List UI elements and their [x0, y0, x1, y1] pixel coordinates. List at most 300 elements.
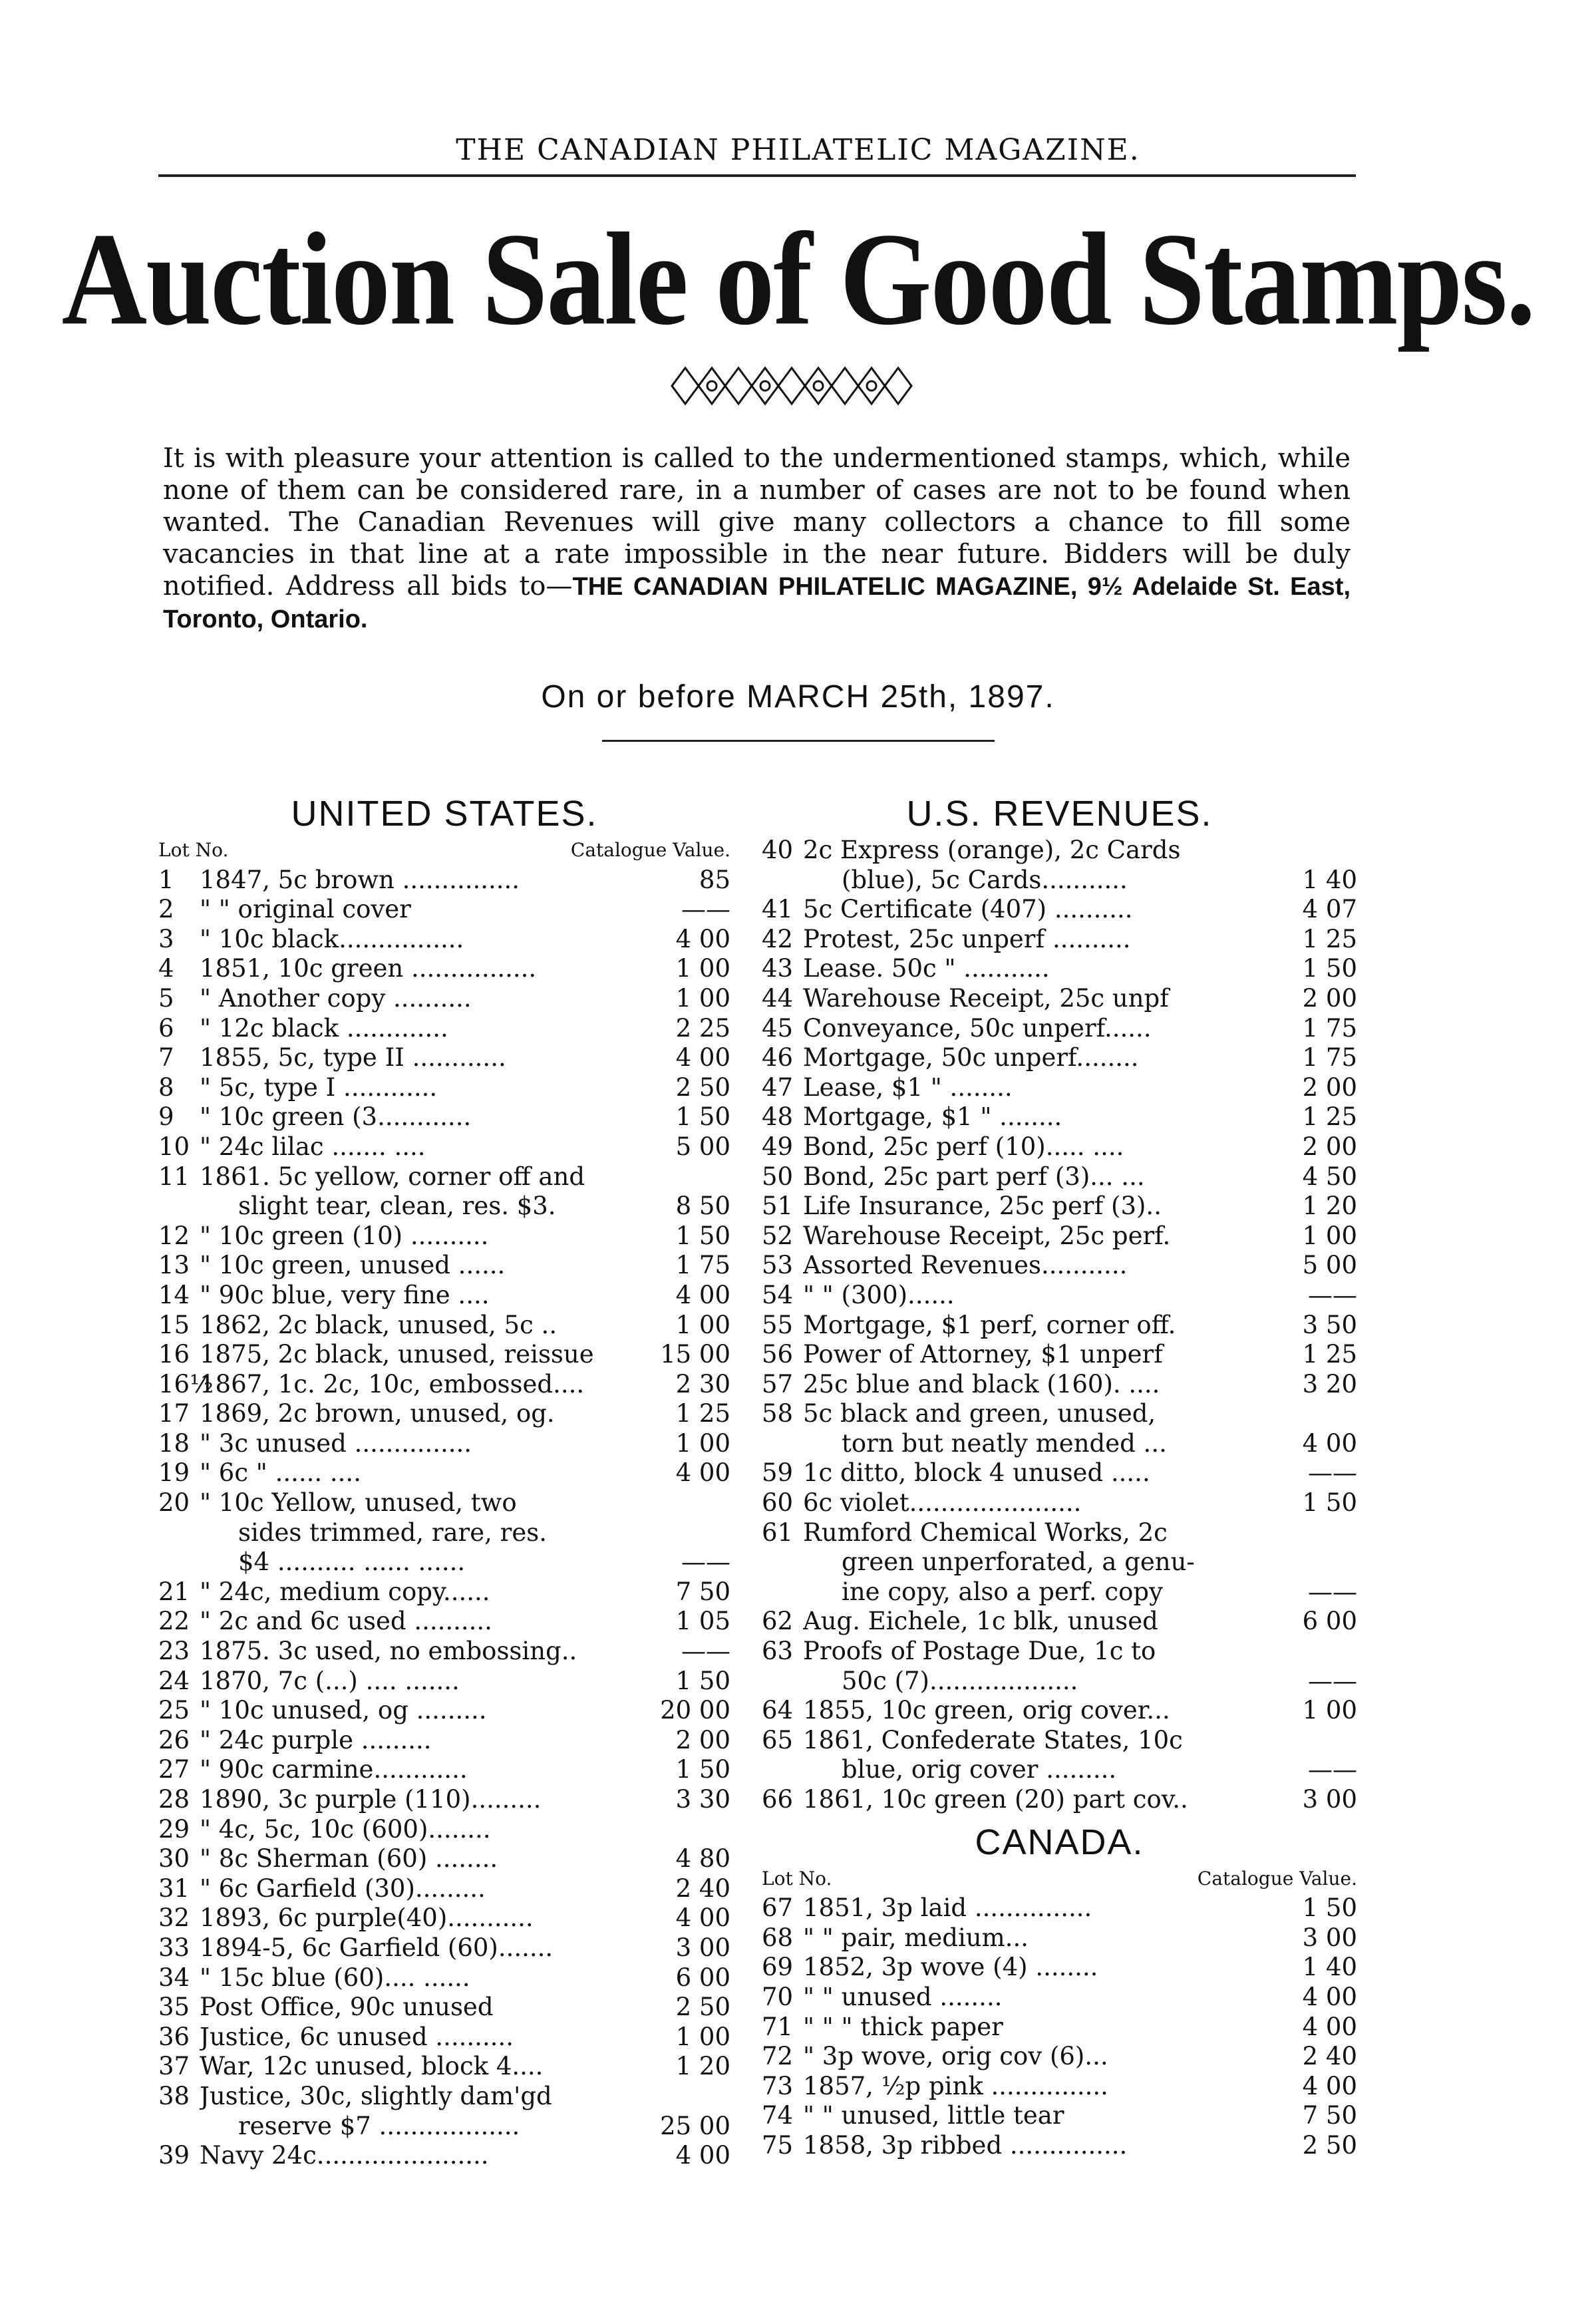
lot-no-label: Lot No.	[158, 839, 229, 861]
lot-number: 65	[762, 1725, 794, 1754]
lot-value: 1 20	[1302, 1192, 1357, 1221]
lot-row	[158, 1844, 730, 1874]
lot-row	[158, 1637, 730, 1667]
lot-row	[158, 2023, 730, 2053]
lot-row	[158, 1370, 730, 1400]
lot-description-line: " 4c, 5c, 10c (600)........	[200, 1814, 491, 1844]
lot-description	[803, 1281, 1283, 1311]
lot-value: 2 00	[675, 1725, 730, 1754]
lot-number: 61	[762, 1518, 794, 1547]
lot-row	[762, 2013, 1357, 2043]
lot-number: 28	[158, 1785, 190, 1814]
lot-description-line: " " unused ........	[803, 1982, 1003, 2011]
lot-description	[803, 1014, 1283, 1044]
lot-description	[200, 1993, 656, 2023]
lot-description	[803, 954, 1283, 984]
lot-number: 33	[158, 1933, 190, 1962]
lot-value: 1 25	[1302, 924, 1357, 953]
lot-row	[158, 1607, 730, 1637]
lot-number: 66	[762, 1785, 794, 1814]
lot-row	[762, 1607, 1357, 1637]
lot-number: 34	[158, 1963, 190, 1992]
lot-description-line: Bond, 25c part perf (3)... ...	[803, 1162, 1145, 1191]
lot-number: 62	[762, 1607, 794, 1636]
lot-value: 2 50	[675, 1993, 730, 2022]
lot-description-line: " " original cover	[200, 895, 411, 924]
lot-row	[158, 1963, 730, 1993]
lot-description-line: torn but neatly mended ...	[842, 1428, 1167, 1458]
lot-description-line: Aug. Eichele, 1c blk, unused	[803, 1607, 1158, 1636]
lot-description	[200, 1815, 656, 1845]
lot-description-line: Warehouse Receipt, 25c perf.	[803, 1221, 1171, 1250]
lot-description-line: " " (300)......	[803, 1280, 955, 1309]
lot-value: 4 00	[675, 2141, 730, 2170]
lot-description-line: " 15c blue (60).... ......	[200, 1963, 470, 1992]
lot-description	[200, 2052, 656, 2082]
lot-description-line: 1861. 5c yellow, corner off and	[200, 1162, 585, 1191]
lot-value: 1 00	[675, 2022, 730, 2051]
lot-number: 44	[762, 983, 794, 1013]
lot-number: 20	[158, 1488, 190, 1518]
lot-description	[803, 1222, 1283, 1251]
lot-number: 57	[762, 1369, 794, 1398]
lot-value: 1 75	[675, 1251, 730, 1280]
lot-row	[762, 1073, 1357, 1103]
lot-value: 2 00	[1302, 983, 1357, 1013]
lot-value: ——	[681, 1637, 730, 1666]
lot-description	[803, 1726, 1283, 1785]
lot-number: 69	[762, 1953, 794, 1982]
lot-number: 49	[762, 1132, 794, 1161]
lot-number: 51	[762, 1192, 794, 1221]
lot-value: 3 00	[1302, 1785, 1357, 1814]
lot-description	[200, 1903, 656, 1933]
lot-description-line: " 90c carmine............	[200, 1755, 468, 1784]
lot-description	[200, 1577, 656, 1607]
lot-number: 1	[158, 865, 174, 894]
lot-number: 11	[158, 1162, 190, 1191]
lot-description-line: 5c black and green, unused,	[803, 1399, 1156, 1428]
deadline-line: On or before MARCH 25th, 1897.	[541, 679, 1055, 715]
lot-row	[762, 984, 1357, 1014]
lot-description-line: " 10c unused, og .........	[200, 1696, 487, 1725]
lot-value: 4 00	[675, 924, 730, 953]
lot-description	[200, 1844, 656, 1874]
lot-row	[762, 1637, 1357, 1696]
lot-description-line: Warehouse Receipt, 25c unpf	[803, 983, 1169, 1013]
lot-value: 4 00	[1302, 2012, 1357, 2041]
lot-value: ——	[1308, 1577, 1357, 1606]
lot-description-line: Justice, 6c unused ..........	[200, 2022, 514, 2051]
lot-value: 25 00	[660, 2111, 730, 2140]
lot-row	[762, 954, 1357, 984]
lot-description	[200, 1963, 656, 1993]
lot-row	[158, 1014, 730, 1044]
lot-row	[762, 1488, 1357, 1518]
lot-description-line: " 24c lilac ....... ....	[200, 1132, 426, 1161]
lot-description	[200, 984, 656, 1014]
lot-number: 35	[158, 1993, 190, 2022]
lot-row	[762, 1162, 1357, 1192]
running-head: THE CANADIAN PHILATELIC MAGAZINE.	[456, 133, 1140, 167]
lot-row	[762, 1726, 1357, 1785]
lot-number: 46	[762, 1043, 794, 1072]
page-title: Auction Sale of Good Stamps.	[61, 205, 1535, 353]
lot-number: 45	[762, 1013, 794, 1043]
lot-description-line: Navy 24c......................	[200, 2141, 489, 2170]
lot-value: 3 50	[1302, 1310, 1357, 1339]
lot-number: 14	[158, 1280, 190, 1309]
lot-row	[762, 1696, 1357, 1726]
lot-description	[803, 836, 1283, 895]
lot-description-line: " 10c Yellow, unused, two	[200, 1488, 517, 1518]
lot-description-line: " 6c Garfield (30).........	[200, 1874, 486, 1903]
lot-row	[762, 1399, 1357, 1458]
lot-value: 6 00	[1302, 1607, 1357, 1636]
lot-value: ——	[681, 1548, 730, 1577]
lot-row	[762, 1893, 1357, 1923]
lot-number: 50	[762, 1162, 794, 1191]
lot-row	[762, 2072, 1357, 2102]
lot-number: 64	[762, 1696, 794, 1725]
lot-row	[762, 895, 1357, 925]
lot-number: 9	[158, 1102, 174, 1132]
lot-number: 41	[762, 895, 794, 924]
lot-description-line: 1855, 5c, type II ............	[200, 1043, 506, 1072]
united-states-lot-list	[158, 866, 730, 2171]
lot-description-line: " 10c green (3............	[200, 1102, 472, 1132]
lot-number: 42	[762, 924, 794, 953]
lot-value: 85	[699, 865, 730, 894]
lot-description	[803, 1785, 1283, 1815]
lot-value: 4 00	[1302, 1982, 1357, 2011]
lot-value: 1 00	[675, 954, 730, 983]
lot-description-line: " 6c " ...... ....	[200, 1458, 361, 1488]
lot-value: 1 00	[675, 1310, 730, 1339]
lot-number: 19	[158, 1458, 190, 1488]
lot-value: 8 50	[675, 1192, 730, 1221]
deadline-rule	[602, 740, 995, 742]
lot-row	[158, 1399, 730, 1429]
lot-number: 12	[158, 1221, 190, 1250]
lot-description-line: 25c blue and black (160). ....	[803, 1369, 1160, 1398]
lot-description-line: 2c Express (orange), 2c Cards	[803, 836, 1181, 864]
lot-row	[762, 1518, 1357, 1607]
lot-description	[200, 954, 656, 984]
lot-description	[200, 1399, 656, 1429]
lot-number: 40	[762, 836, 794, 864]
lot-row	[762, 2042, 1357, 2072]
lot-value: 20 00	[660, 1696, 730, 1725]
lot-description-line: " 8c Sherman (60) ........	[200, 1844, 498, 1874]
united-states-column	[158, 792, 730, 2171]
lot-value: 1 25	[1302, 1102, 1357, 1132]
lot-row	[762, 1923, 1357, 1953]
lot-description	[803, 1340, 1283, 1370]
lot-value: 4 50	[1302, 1162, 1357, 1191]
lot-value: 1 50	[675, 1755, 730, 1784]
lot-description	[803, 1488, 1283, 1518]
lot-description-line: War, 12c unused, block 4....	[200, 2052, 544, 2081]
lot-description	[200, 866, 656, 896]
lot-description-line: " 24c purple .........	[200, 1725, 432, 1754]
lot-row	[158, 1755, 730, 1785]
canada-lot-no-label: Lot No.	[762, 1867, 832, 1889]
lot-description	[200, 2023, 656, 2053]
decorative-ornament	[669, 363, 915, 409]
lot-description-line: 1869, 2c brown, unused, og.	[200, 1399, 555, 1428]
lot-row	[762, 1340, 1357, 1370]
lot-description-line: 1890, 3c purple (110).........	[200, 1785, 542, 1814]
lot-number: 68	[762, 1923, 794, 1952]
lot-description	[803, 1893, 1283, 1923]
lot-value: 1 25	[675, 1399, 730, 1428]
lot-description-line: green unperforated, a genu-	[842, 1548, 1195, 1577]
lot-description	[200, 1102, 656, 1132]
lot-description-line: reserve $7 ..................	[238, 2111, 520, 2140]
lot-description	[803, 1458, 1283, 1488]
lot-description	[803, 1192, 1283, 1222]
lot-description-line: blue, orig cover .........	[842, 1755, 1117, 1784]
lot-description	[200, 1933, 656, 1963]
lot-row	[158, 1815, 730, 1845]
lot-description-line: Power of Attorney, $1 unperf	[803, 1340, 1163, 1369]
lot-row	[158, 1785, 730, 1815]
lot-description	[200, 895, 656, 925]
lot-row	[762, 1983, 1357, 2013]
lot-number: 6	[158, 1013, 174, 1043]
lot-description	[803, 925, 1283, 955]
lot-description-line: 1855, 10c green, orig cover...	[803, 1696, 1170, 1725]
lot-description-line: $4 .......... ...... ......	[238, 1548, 466, 1577]
lot-number: 71	[762, 2012, 794, 2041]
intro-paragraph	[163, 442, 1351, 635]
address-text: THE CANADIAN PHILATELIC MAGAZINE, 9½ Adelaide St. East, Toronto, Ontario.	[163, 573, 1351, 633]
lot-row	[762, 1953, 1357, 1983]
lot-row	[158, 2052, 730, 2082]
lot-description	[803, 1637, 1283, 1696]
lot-description	[200, 1162, 656, 1222]
lot-number: 74	[762, 2101, 794, 2130]
lot-description	[803, 2072, 1283, 2102]
lot-value: 1 50	[675, 1221, 730, 1250]
lot-value: 1 75	[1302, 1043, 1357, 1072]
lot-value: 2 30	[675, 1369, 730, 1398]
lot-description	[200, 1429, 656, 1459]
lot-number: 23	[158, 1637, 190, 1666]
lot-row	[762, 925, 1357, 955]
lot-description-line: " 5c, type I ............	[200, 1072, 438, 1102]
lot-row	[762, 1222, 1357, 1251]
intro-text: It is with pleasure your attention is called to the undermentioned stamps, which, while none of them can be considered rare, in a number of cases are not to be found when wanted. The Canadian Revenues will give many collectors a chance to fill some vacancies in that line at a rate impossible in the near future. Bidders will be duly notified. Address all bids to—	[163, 443, 1351, 601]
canada-heading: CANADA.	[975, 1822, 1144, 1862]
lot-description-line: 1847, 5c brown ...............	[200, 865, 520, 894]
lot-description-line: " " unused, little tear	[803, 2101, 1064, 2130]
lot-description	[200, 1281, 656, 1311]
lot-row	[158, 1933, 730, 1963]
lot-description-line: 1851, 10c green ................	[200, 954, 537, 983]
lot-row	[158, 2082, 730, 2141]
lot-row	[158, 1696, 730, 1726]
lot-number: 16½	[158, 1369, 214, 1398]
lot-number: 60	[762, 1488, 794, 1518]
lot-value: 1 00	[1302, 1221, 1357, 1250]
lot-row	[158, 1340, 730, 1370]
lot-description-line: Assorted Revenues...........	[803, 1251, 1128, 1280]
lot-row	[158, 1162, 730, 1222]
lot-description	[803, 1073, 1283, 1103]
lot-number: 37	[158, 2052, 190, 2081]
lot-description-line: 1875, 2c black, unused, reissue	[200, 1340, 594, 1369]
lot-row	[158, 925, 730, 955]
lot-row	[158, 1251, 730, 1281]
lot-description-line: " 12c black .............	[200, 1013, 448, 1043]
lot-value: ——	[681, 895, 730, 924]
lot-row	[158, 1488, 730, 1577]
lot-row	[158, 1726, 730, 1756]
lot-value: 1 00	[675, 1428, 730, 1458]
lot-row	[158, 1667, 730, 1697]
lot-row	[762, 2101, 1357, 2131]
lot-description	[200, 925, 656, 955]
lot-value: 1 40	[1302, 865, 1357, 894]
lot-number: 25	[158, 1696, 190, 1725]
lot-value: 1 50	[675, 1666, 730, 1695]
lot-description-line: Lease, $1 " ........	[803, 1072, 1013, 1102]
lot-description-line: Rumford Chemical Works, 2c	[803, 1518, 1168, 1547]
lot-row	[762, 1458, 1357, 1488]
lot-value: 2 50	[675, 1072, 730, 1102]
lot-row	[158, 1102, 730, 1132]
revenues-canada-column	[762, 792, 1357, 2161]
lot-description-line: Mortgage, $1 " ........	[803, 1102, 1062, 1132]
catalogue-value-label: Catalogue Value.	[570, 839, 730, 861]
lot-number: 59	[762, 1458, 794, 1488]
lot-row	[158, 1874, 730, 1904]
lot-description	[200, 1785, 656, 1815]
lot-value: ——	[1308, 1280, 1357, 1309]
lot-number: 10	[158, 1132, 190, 1161]
lot-row	[158, 1132, 730, 1162]
lot-number: 63	[762, 1637, 794, 1666]
lot-row	[158, 1281, 730, 1311]
lot-description	[200, 1311, 656, 1341]
lot-value: ——	[1308, 1458, 1357, 1488]
lot-number: 5	[158, 983, 174, 1013]
lot-row	[158, 1903, 730, 1933]
lot-number: 3	[158, 924, 174, 953]
lot-description-line: Bond, 25c perf (10)..... ....	[803, 1132, 1124, 1161]
lot-description-line: " 24c, medium copy......	[200, 1577, 490, 1606]
lot-description	[200, 1874, 656, 1904]
lot-description-line: 1893, 6c purple(40)...........	[200, 1903, 534, 1933]
lot-number: 38	[158, 2081, 190, 2110]
lot-number: 7	[158, 1043, 174, 1072]
lot-description	[803, 984, 1283, 1014]
lot-description	[200, 2141, 656, 2171]
lot-description-line: Life Insurance, 25c perf (3)..	[803, 1192, 1162, 1221]
lot-number: 8	[158, 1072, 174, 1102]
lot-value: ——	[1308, 1666, 1357, 1695]
lot-row	[158, 2141, 730, 2171]
lot-description	[200, 1014, 656, 1044]
lot-description-line: 1852, 3p wove (4) ........	[803, 1953, 1098, 1982]
lot-number: 73	[762, 2071, 794, 2100]
lot-row	[158, 1311, 730, 1341]
lot-row	[762, 1043, 1357, 1073]
lot-description-line: Mortgage, 50c unperf........	[803, 1043, 1139, 1072]
lot-description-line: 6c violet......................	[803, 1488, 1082, 1518]
lot-description	[200, 1222, 656, 1251]
lot-value: 1 50	[1302, 954, 1357, 983]
lot-description-line: 1894-5, 6c Garfield (60).......	[200, 1933, 554, 1962]
lot-description-line: " 3p wove, orig cov (6)...	[803, 2042, 1108, 2071]
lot-description	[200, 1667, 656, 1697]
lot-description-line: 1875. 3c used, no embossing..	[200, 1637, 577, 1666]
lot-row	[762, 1132, 1357, 1162]
lot-description-line: 1857, ½p pink ...............	[803, 2071, 1108, 2100]
lot-value: 4 00	[1302, 1428, 1357, 1458]
lot-value: 6 00	[675, 1963, 730, 1992]
lot-row	[158, 984, 730, 1014]
lot-number: 48	[762, 1102, 794, 1132]
lot-number: 39	[158, 2141, 190, 2170]
lot-number: 47	[762, 1072, 794, 1102]
lot-description	[803, 2013, 1283, 2043]
lot-description-line: 1851, 3p laid ...............	[803, 1893, 1092, 1923]
lot-description	[803, 1923, 1283, 1953]
lot-row	[762, 1251, 1357, 1281]
lot-description	[200, 1251, 656, 1281]
lot-description-line: " 3c unused ...............	[200, 1428, 472, 1458]
lot-row	[158, 1458, 730, 1488]
lot-number: 32	[158, 1903, 190, 1933]
lot-value: 2 50	[1302, 2130, 1357, 2160]
us-revenues-lot-list	[762, 836, 1357, 1815]
lot-description	[803, 1311, 1283, 1341]
lot-number: 75	[762, 2130, 794, 2160]
lot-value: 4 00	[675, 1280, 730, 1309]
lot-description	[803, 1102, 1283, 1132]
top-rule	[158, 174, 1356, 177]
lot-description	[803, 1132, 1283, 1162]
lot-description	[200, 1073, 656, 1103]
lot-value: 2 25	[675, 1013, 730, 1043]
lot-description-line: Proofs of Postage Due, 1c to	[803, 1637, 1156, 1666]
lot-description	[803, 2101, 1283, 2131]
lot-row	[762, 836, 1357, 895]
lot-description-line: " 10c green, unused ......	[200, 1251, 506, 1280]
lot-description	[803, 1953, 1283, 1983]
lot-description	[803, 2042, 1283, 2072]
lot-description-line: 1861, Confederate States, 10c	[803, 1725, 1183, 1754]
lot-description	[200, 1696, 656, 1726]
lot-description-line: " " " thick paper	[803, 2012, 1003, 2041]
lot-value: 1 75	[1302, 1013, 1357, 1043]
lot-row	[158, 895, 730, 925]
lot-value: 3 30	[675, 1785, 730, 1814]
lot-number: 16	[158, 1340, 190, 1369]
lot-number: 18	[158, 1428, 190, 1458]
lot-row	[158, 1043, 730, 1073]
lot-number: 55	[762, 1310, 794, 1339]
lot-number: 21	[158, 1577, 190, 1606]
lot-number: 15	[158, 1310, 190, 1339]
lot-description-line: " 10c black................	[200, 924, 464, 953]
lot-description	[200, 1637, 656, 1667]
lot-row	[762, 1281, 1357, 1311]
lot-number: 52	[762, 1221, 794, 1250]
